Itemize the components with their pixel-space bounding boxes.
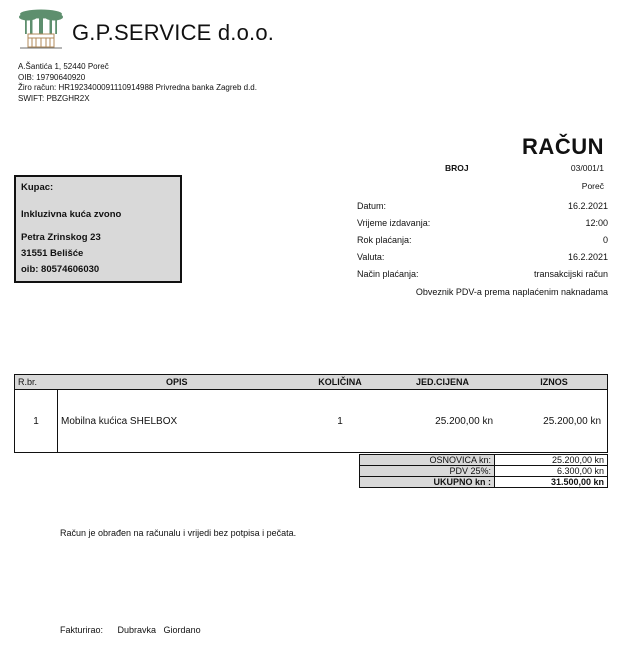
table-row: [15, 390, 608, 453]
info-row-time: [357, 215, 608, 232]
info-label: Vrijeme izdavanja:: [357, 218, 431, 228]
legal-note: Račun je obrađen na računalu i vrijedi bez potpisa i pečata.: [60, 528, 297, 538]
info-row-payment-method: [357, 266, 608, 283]
signer-label: Fakturirao:: [60, 625, 104, 635]
customer-street: Petra Zrinskog 23: [21, 232, 101, 243]
customer-city: 31551 Belišće: [21, 248, 84, 259]
cell-kolicina: 1: [296, 390, 384, 453]
totals-label: UKUPNO kn :: [360, 477, 495, 488]
totals-row-vat: [360, 466, 608, 477]
cell-iznos: 25.200,00 kn: [501, 390, 608, 453]
header-iznos: IZNOS: [501, 375, 608, 390]
header-kolicina: KOLIČINA: [296, 375, 384, 390]
cell-opis: Mobilna kućica SHELBOX: [58, 390, 297, 453]
customer-box: [14, 175, 182, 283]
sender-oib: OIB: 19790640920: [18, 72, 86, 82]
signer: [60, 625, 201, 635]
sender-details: [18, 62, 257, 104]
info-value: 0: [602, 235, 608, 245]
info-label: Valuta:: [357, 252, 385, 262]
totals-label: OSNOVICA kn:: [360, 455, 495, 466]
vat-note: Obveznik PDV-a prema naplaćenim naknadama: [415, 287, 608, 297]
sender-swift: SWIFT: PBZGHR2X: [18, 93, 90, 103]
header-rbr: R.br.: [15, 375, 58, 390]
invoice-info: [357, 198, 608, 283]
totals-label: PDV 25%:: [360, 466, 495, 477]
cell-rbr: 1: [15, 390, 58, 453]
totals-row-base: [360, 455, 608, 466]
totals-value: 31.500,00 kn: [495, 477, 608, 488]
header-opis: OPIS: [58, 375, 297, 390]
info-value: transakcijski račun: [533, 269, 608, 279]
signer-name: Dubravka Giordano: [117, 625, 201, 635]
totals-table: [359, 454, 608, 488]
info-row-due: [357, 232, 608, 249]
totals-value: 25.200,00 kn: [495, 455, 608, 466]
info-label: Način plaćanja:: [357, 269, 419, 279]
info-value: 12:00: [585, 218, 608, 228]
customer-name: Inkluzivna kuća zvono: [21, 209, 122, 220]
invoice-number-label: BROJ: [445, 163, 469, 173]
info-value: 16.2.2021: [567, 252, 608, 262]
info-label: Rok plaćanja:: [357, 235, 412, 245]
items-table: [14, 374, 608, 453]
header-jed-cijena: JED.CIJENA: [384, 375, 501, 390]
info-value: 16.2.2021: [567, 201, 608, 211]
totals-value: 6.300,00 kn: [495, 466, 608, 477]
company-logo: [18, 8, 64, 52]
tree-building-logo-icon: [18, 8, 64, 52]
cell-jed-cijena: 25.200,00 kn: [384, 390, 501, 453]
info-row-currency-date: [357, 249, 608, 266]
sender-account: Žiro račun: HR1923400091110914988 Privredna banka Zagreb d.d.: [18, 83, 257, 92]
info-row-date: [357, 198, 608, 215]
items-header-row: [15, 375, 608, 390]
customer-title: Kupac:: [21, 182, 54, 193]
invoice-place: Poreč: [581, 181, 604, 191]
totals-row-grand: [360, 477, 608, 488]
company-name: G.P.SERVICE d.o.o.: [72, 20, 275, 45]
document-title: RAČUN: [522, 134, 604, 159]
customer-oib: oib: 80574606030: [21, 264, 100, 275]
invoice-number-value: 03/001/1: [570, 163, 604, 173]
sender-address: A.Šantića 1, 52440 Poreč: [18, 62, 109, 71]
info-label: Datum:: [357, 201, 387, 211]
